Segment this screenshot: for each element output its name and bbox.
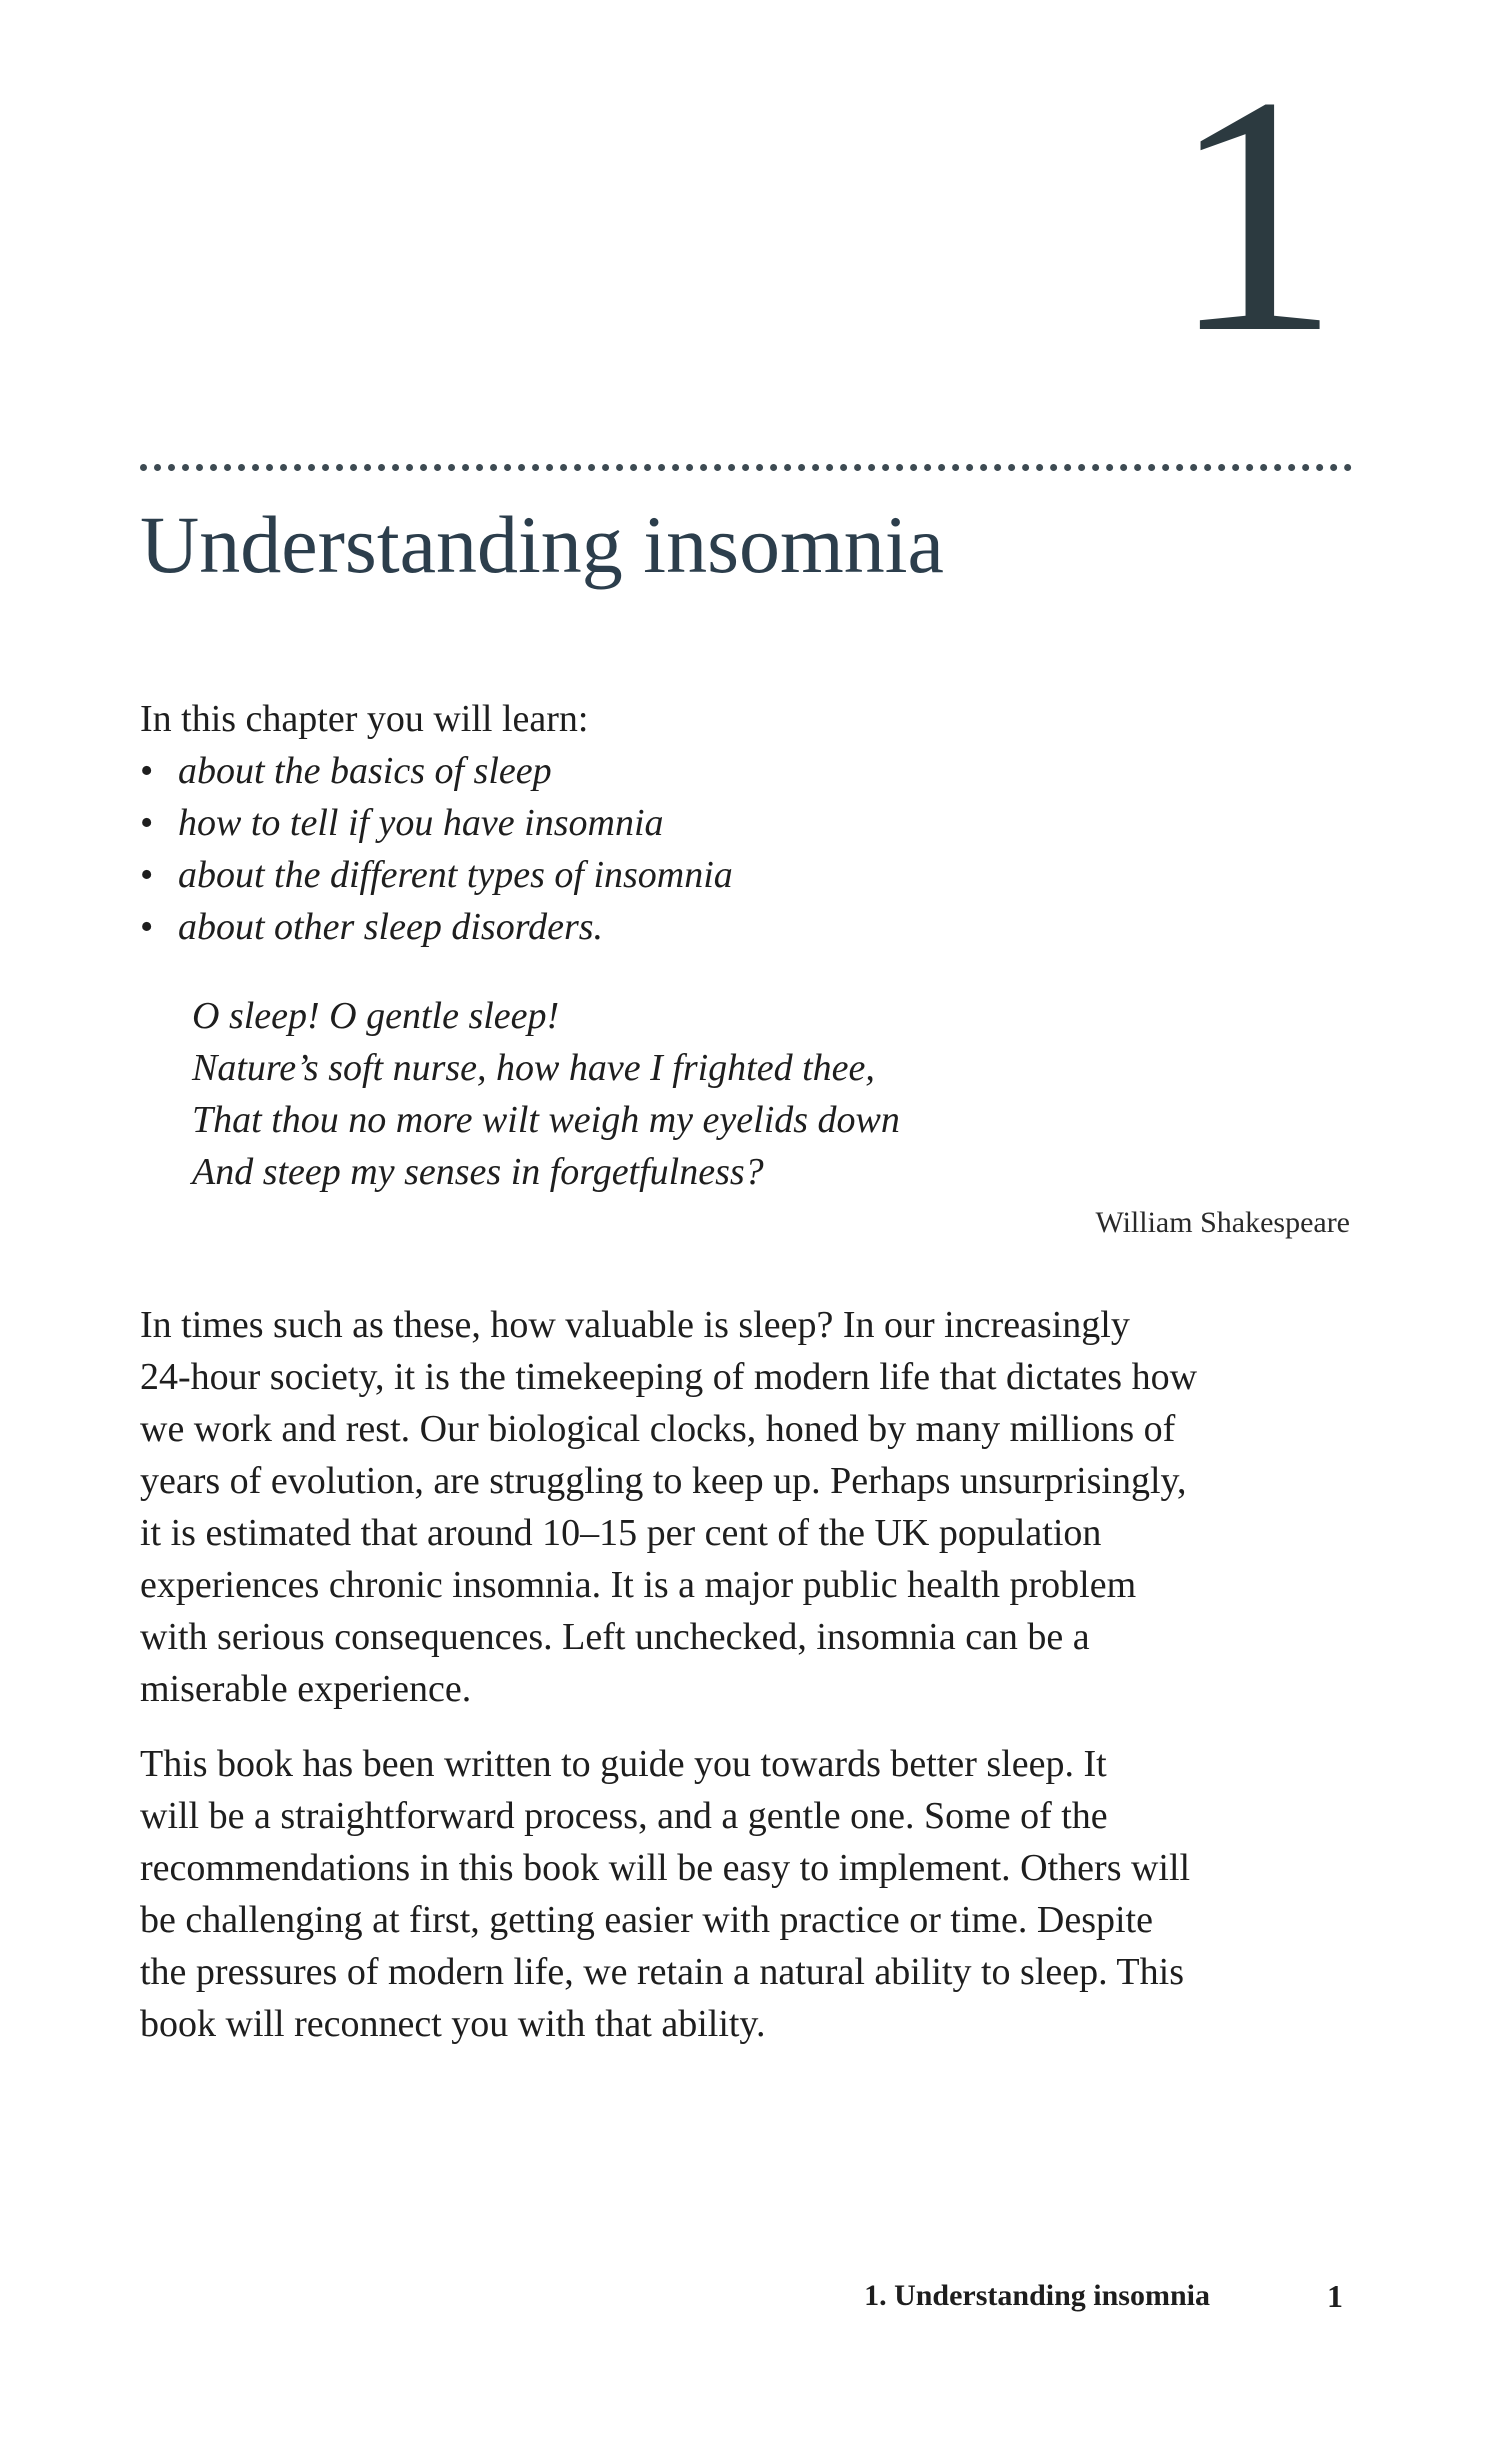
text-line: the pressures of modern life, we retain a natural ability to sleep. This	[140, 1951, 1184, 1993]
chapter-number: 1	[1170, 26, 1340, 403]
text-line: years of evolution, are struggling to keep up. Perhaps unsurprisingly,	[140, 1460, 1187, 1502]
list-item-text: about other sleep disorders.	[178, 906, 604, 948]
body-paragraph-2	[140, 1738, 1360, 2050]
text-line: 24-hour society, it is the timekeeping of modern life that dictates how	[140, 1356, 1198, 1398]
quote-line: That thou no more wilt weigh my eyelids down	[192, 1099, 900, 1141]
list-item	[140, 745, 733, 797]
learning-objectives-list	[140, 745, 733, 953]
list-item	[140, 797, 733, 849]
list-item-text: about the basics of sleep	[178, 750, 552, 792]
text-line: experiences chronic insomnia. It is a major public health problem	[140, 1564, 1137, 1606]
list-item-text: about the different types of insomnia	[178, 854, 733, 896]
dotted-divider	[140, 464, 1352, 471]
quote-attribution: William Shakespeare	[1095, 1206, 1350, 1239]
list-item	[140, 901, 733, 953]
bullet-icon: •	[140, 802, 154, 844]
page-number: 1	[1327, 2278, 1343, 2314]
quote-line: And steep my senses in forgetfulness?	[192, 1151, 764, 1193]
bullet-icon: •	[140, 854, 154, 896]
bullet-icon: •	[140, 750, 154, 792]
text-line: In times such as these, how valuable is sleep? In our increasingly	[140, 1304, 1130, 1346]
text-line: be challenging at first, getting easier with practice or time. Despite	[140, 1899, 1153, 1941]
text-line: book will reconnect you with that ability.	[140, 2003, 766, 2045]
quote-line: O sleep! O gentle sleep!	[192, 995, 560, 1037]
chapter-title: Understanding insomnia	[140, 499, 944, 590]
list-item-text: how to tell if you have insomnia	[178, 802, 664, 844]
bullet-icon: •	[140, 906, 154, 948]
quote-line: Nature’s soft nurse, how have I frighted thee,	[192, 1047, 875, 1089]
body-paragraph-1	[140, 1299, 1360, 1715]
text-line: recommendations in this book will be easy to implement. Others will	[140, 1847, 1191, 1889]
text-line: we work and rest. Our biological clocks, honed by many millions of	[140, 1408, 1176, 1450]
learning-intro: In this chapter you will learn:	[140, 698, 589, 740]
list-item	[140, 849, 733, 901]
text-line: will be a straightforward process, and a gentle one. Some of the	[140, 1795, 1108, 1837]
text-line: miserable experience.	[140, 1668, 472, 1710]
running-footer-title: 1. Understanding insomnia	[864, 2279, 1210, 2312]
epigraph-quote	[192, 990, 900, 1198]
text-line: This book has been written to guide you towards better sleep. It	[140, 1743, 1107, 1785]
text-line: it is estimated that around 10–15 per cent of the UK population	[140, 1512, 1102, 1554]
text-line: with serious consequences. Left unchecked, insomnia can be a	[140, 1616, 1090, 1658]
